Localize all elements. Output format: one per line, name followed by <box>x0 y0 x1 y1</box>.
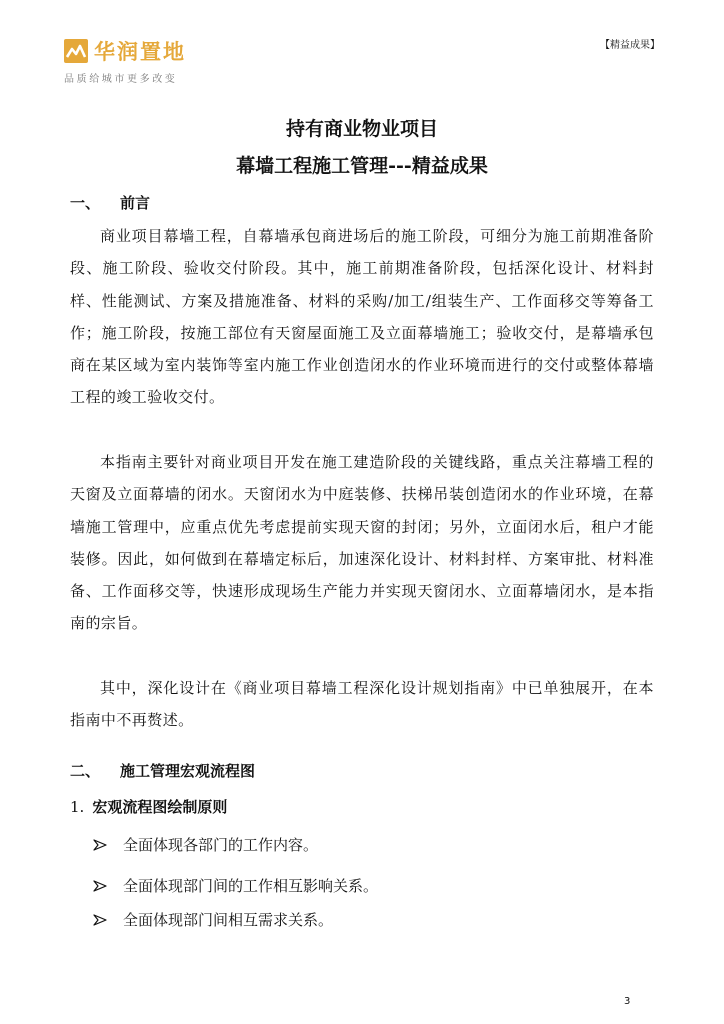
section1-title: 前言 <box>120 194 151 212</box>
document-title-line1: 持有商业物业项目 <box>285 118 438 140</box>
header-tag: 【精益成果】 <box>600 40 660 51</box>
logo-text: 华润置地 <box>94 40 186 64</box>
list-item <box>93 834 318 855</box>
bullet-text-3: 全面体现部门间相互需求关系。 <box>123 911 334 929</box>
logo-mark-icon <box>64 39 88 63</box>
section1-paragraph-3: 其中，深化设计在《商业项目幕墙工程深化设计规划指南》中已单独展开，在本指南中不再赘述。 <box>70 679 654 730</box>
subsection-title: 宏观流程图绘制原则 <box>92 798 228 816</box>
arrow-bullet-icon <box>93 839 107 851</box>
bullet-text-2: 全面体现部门间的工作相互影响关系。 <box>123 877 379 895</box>
section1-number: 一、 <box>70 194 101 212</box>
arrow-bullet-icon <box>93 914 107 926</box>
section1-paragraph-1: 商业项目幕墙工程，自幕墙承包商进场后的施工阶段，可细分为施工前期准备阶段、施工阶段、验收交付阶段。其中，施工前期准备阶段，包括深化设计、材料封样、性能测试、方案及措施准备、材料的采购/加工/组装生产、工作面移交等筹备工作；施工阶段，按施工部位有天窗屋面施工及立面幕墙施工；验收交付，是幕墙承包商在某区域为室内装饰等室内施工作业创造闭水的作业环境而进行的交付或整体幕墙工程的竣工验收交付。 <box>70 227 654 407</box>
document-title-line2: 幕墙工程施工管理---精益成果 <box>236 155 488 177</box>
page-number: 3 <box>624 996 631 1007</box>
list-item <box>93 875 378 896</box>
section2-heading <box>70 760 255 781</box>
list-item <box>93 909 333 930</box>
company-logo <box>64 36 186 85</box>
subsection-heading <box>70 796 227 817</box>
bullet-text-1: 全面体现各部门的工作内容。 <box>123 836 319 854</box>
section2-title: 施工管理宏观流程图 <box>120 762 256 780</box>
section1-paragraph-2: 本指南主要针对商业项目开发在施工建造阶段的关键线路，重点关注幕墙工程的天窗及立面幕墙的闭水。天窗闭水为中庭装修、扶梯吊装创造闭水的作业环境，在幕墙施工管理中，应重点优先考虑提前实现天窗的封闭；另外，立面闭水后，租户才能装修。因此，如何做到在幕墙定标后，加速深化设计、材料封样、方案审批、材料准备、工作面移交等，快速形成现场生产能力并实现天窗闭水、立面幕墙闭水，是本指南的宗旨。 <box>70 453 654 633</box>
logo-slogan: 品质给城市更多改变 <box>64 74 178 85</box>
subsection-number: 1. <box>70 798 85 816</box>
section1-heading <box>70 192 150 213</box>
section2-number: 二、 <box>70 762 101 780</box>
arrow-bullet-icon <box>93 880 107 892</box>
